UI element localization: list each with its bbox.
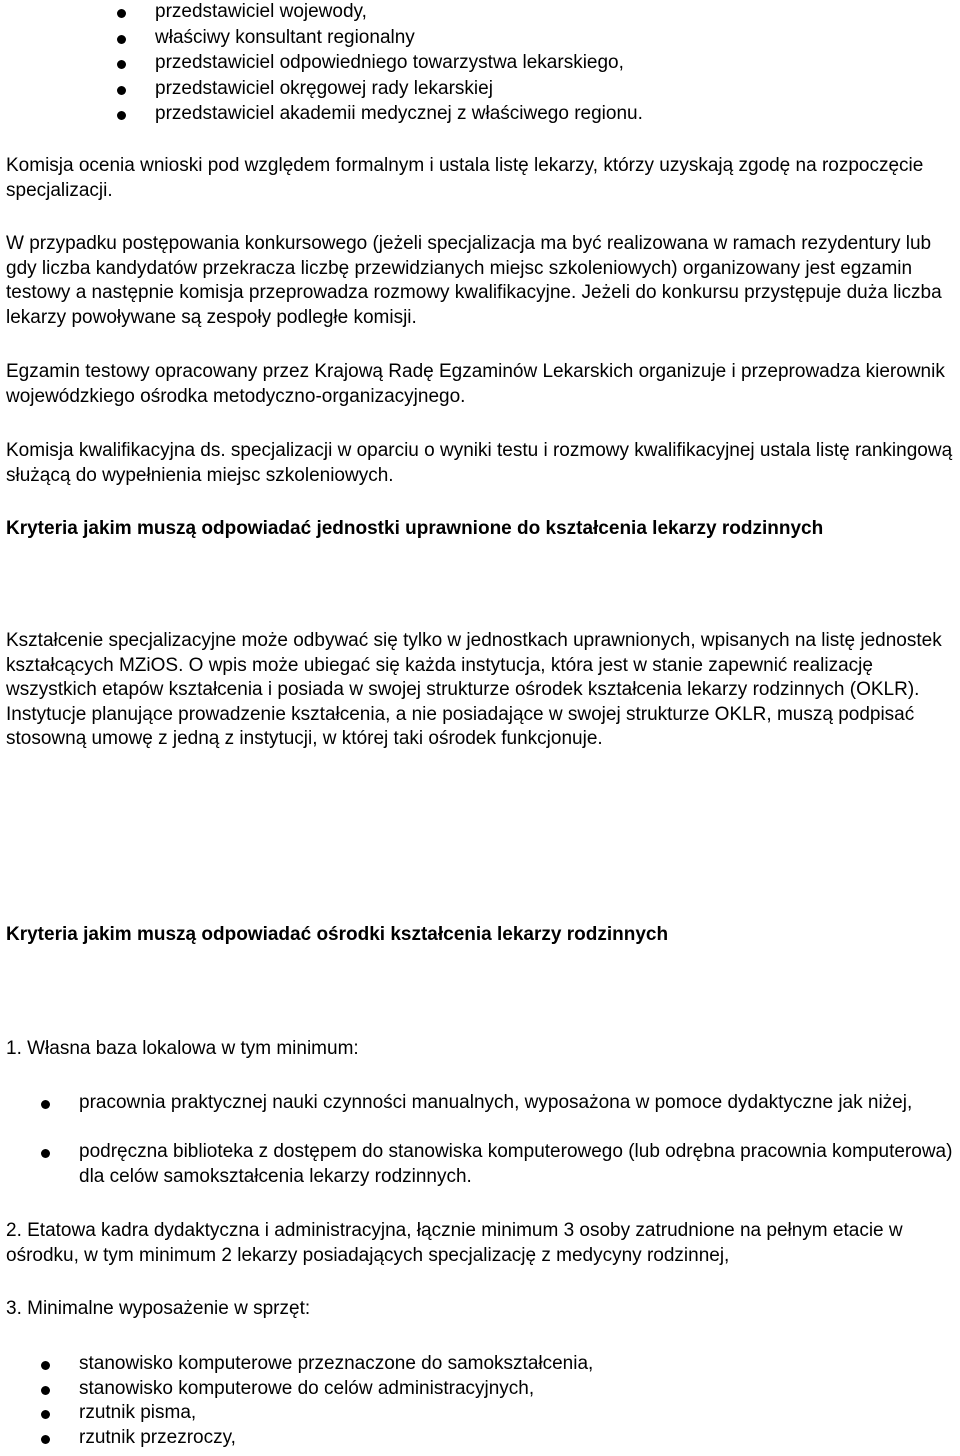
list-item: [79, 1377, 959, 1402]
list-item: [79, 1352, 959, 1377]
heading-units-criteria: Kryteria jakim muszą odpowiadać jednostki uprawnione do kształcenia lekarzy rodzinnych: [6, 518, 824, 539]
committee-members-list: [155, 0, 945, 128]
list-item-text: podręczna biblioteka z dostępem do stanowiska komputerowego (lub odrębna pracownia komputerowa) dla celów samokształcenia lekarzy rodzinnych.: [79, 1141, 953, 1187]
list-item: [155, 0, 945, 26]
list-item-text: przedstawiciel akademii medycznej z właściwego regionu.: [155, 103, 643, 124]
list-item-text: stanowisko komputerowe przeznaczone do samokształcenia,: [79, 1353, 594, 1374]
paragraph-test-exam: Egzamin testowy opracowany przez Krajową Radę Egzaminów Lekarskich organizuje i przeprowadza kierownik wojewódzkiego ośrodka metodyczno-organizacyjnego.: [6, 361, 945, 407]
bullet-icon: [117, 111, 126, 120]
heading-centers-criteria: Kryteria jakim muszą odpowiadać ośrodki kształcenia lekarzy rodzinnych: [6, 924, 669, 945]
bullet-icon: [41, 1361, 50, 1370]
list-item: [79, 1091, 959, 1140]
list-item-text: przedstawiciel wojewody,: [155, 1, 367, 22]
list-item-text: rzutnik pisma,: [79, 1402, 197, 1423]
list-item: [79, 1401, 959, 1426]
paragraph-competition: W przypadku postępowania konkursowego (jeżeli specjalizacja ma być realizowana w ramach rezydentury lub gdy liczba kandydatów przekracza liczbę przewidzianych miejsc szkoleniowych) organizowany jest egzamin testowy a następnie komisja przeprowadza rozmowy kwalifikacyjne. Jeżeli do konkursu przystępuje duża liczba lekarzy powoływane są zespoły podległe komisji.: [6, 233, 942, 328]
list-item-text: rzutnik przezroczy,: [79, 1426, 236, 1448]
equipment-list: [79, 1352, 959, 1450]
bullet-icon: [41, 1386, 50, 1395]
bullet-icon: [117, 35, 126, 44]
list-item: [79, 1426, 959, 1451]
premises-list: [79, 1091, 959, 1189]
list-item: [155, 102, 945, 128]
bullet-icon: [117, 86, 126, 95]
numbered-item-1: 1. Własna baza lokalowa w tym minimum:: [6, 1038, 359, 1059]
bullet-icon: [117, 60, 126, 69]
list-item: [155, 77, 945, 103]
bullet-icon: [41, 1149, 50, 1158]
list-item-text: stanowisko komputerowe do celów administracyjnych,: [79, 1377, 535, 1399]
list-item-text: przedstawiciel odpowiedniego towarzystwa lekarskiego,: [155, 52, 624, 73]
list-item-text: przedstawiciel okręgowej rady lekarskiej: [155, 77, 493, 99]
list-item-text: pracownia praktycznej nauki czynności manualnych, wyposażona w pomoce dydaktyczne jak niżej,: [79, 1092, 913, 1113]
paragraph-units: Kształcenie specjalizacyjne może odbywać się tylko w jednostkach uprawnionych, wpisanych na listę jednostek kształcących MZiOS. O wpis może ubiegać się każda instytucja, która jest w stanie zapewnić realizację wszystkich etapów kształcenia i posiada w swojej strukturze ośrodek kształcenia lekarzy rodzinnych (OKLR). Instytucje planujące prowadzenie kształcenia, a nie posiadające w swojej strukturze OKLR, muszą podpisać stosowną umowę z jedną z instytucji, w której taki ośrodek funkcjonuje.: [6, 630, 942, 749]
list-item: [79, 1140, 959, 1189]
bullet-icon: [117, 9, 126, 18]
list-item: [155, 26, 945, 52]
list-item: [155, 51, 945, 77]
paragraph-ranking: Komisja kwalifikacyjna ds. specjalizacji w oparciu o wyniki testu i rozmowy kwalifikacyjnej ustala listę rankingową służącą do wypełnienia miejsc szkoleniowych.: [6, 440, 953, 486]
bullet-icon: [41, 1410, 50, 1419]
paragraph-commission: Komisja ocenia wnioski pod względem formalnym i ustala listę lekarzy, którzy uzyskają zgodę na rozpoczęcie specjalizacji.: [6, 155, 924, 201]
list-item-text: właściwy konsultant regionalny: [155, 26, 415, 48]
bullet-icon: [41, 1435, 50, 1444]
numbered-item-2: 2. Etatowa kadra dydaktyczna i administracyjna, łącznie minimum 3 osoby zatrudnione na pełnym etacie w ośrodku, w tym minimum 2 lekarzy posiadających specjalizację z medycyny rodzinnej,: [6, 1220, 903, 1266]
numbered-item-3: 3. Minimalne wyposażenie w sprzęt:: [6, 1298, 311, 1319]
bullet-icon: [41, 1100, 50, 1109]
